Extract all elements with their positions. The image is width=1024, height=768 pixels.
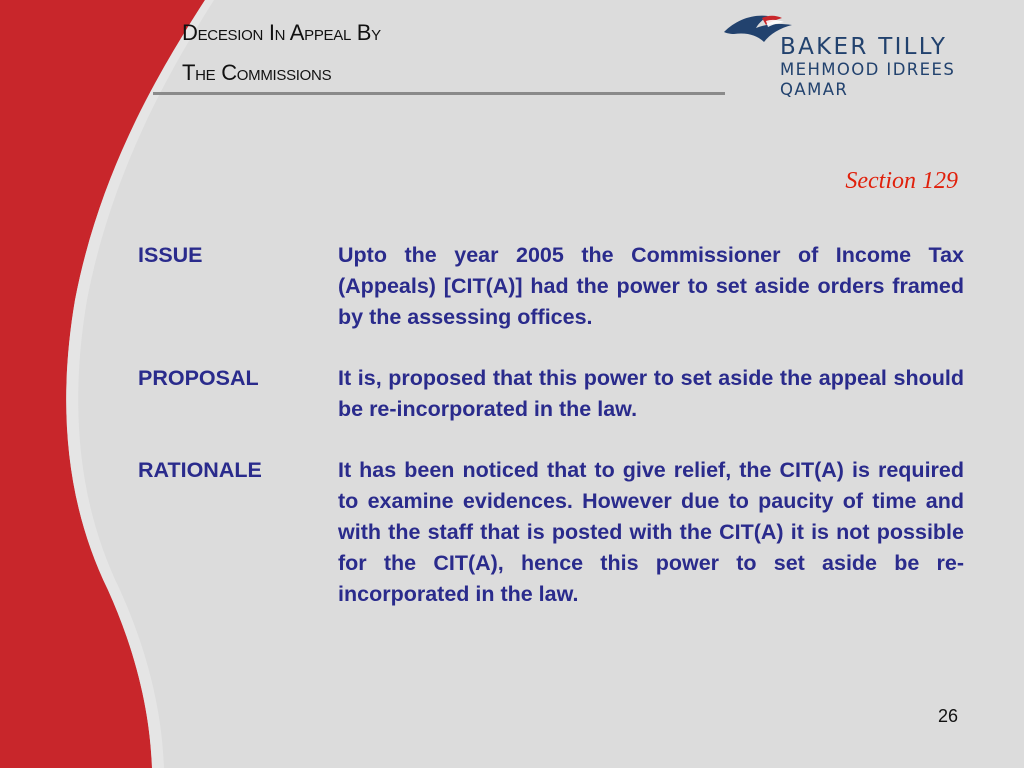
proposal-text: It is, proposed that this power to set aside the appeal should be re-incorporated in the law. (338, 366, 964, 421)
logo-line-1: BAKER TILLY (780, 34, 948, 60)
title-line-2: The Commissions (182, 60, 332, 85)
rationale-text: It has been noticed that to give relief, the CIT(A) is required to examine evidences. However due to paucity of time and with the staff that is posted with the CIT(A) it is not possible for the CIT(A), hence this power to set aside be re-incorporated in the law. (338, 458, 964, 606)
baker-tilly-logo (722, 10, 992, 110)
issue-row (138, 240, 964, 333)
rationale-label: RATIONALE (138, 458, 262, 482)
title-line-1: Decesion In Appeal By (182, 20, 381, 45)
logo-wordmark (780, 34, 955, 100)
issue-text: Upto the year 2005 the Commissioner of Income Tax (Appeals) [CIT(A)] had the power to set aside orders framed by the assessing offices. (338, 243, 964, 329)
section-label: Section 129 (845, 168, 958, 194)
issue-label: ISSUE (138, 243, 203, 267)
proposal-row (138, 363, 964, 425)
page-number: 26 (938, 706, 959, 726)
logo-line-3: QAMAR (780, 80, 849, 99)
title-underline (153, 92, 725, 95)
slide-title (182, 20, 722, 100)
rationale-row (138, 455, 964, 610)
proposal-label: PROPOSAL (138, 366, 259, 390)
content-table (138, 240, 964, 640)
logo-line-2: MEHMOOD IDREES (780, 60, 956, 79)
